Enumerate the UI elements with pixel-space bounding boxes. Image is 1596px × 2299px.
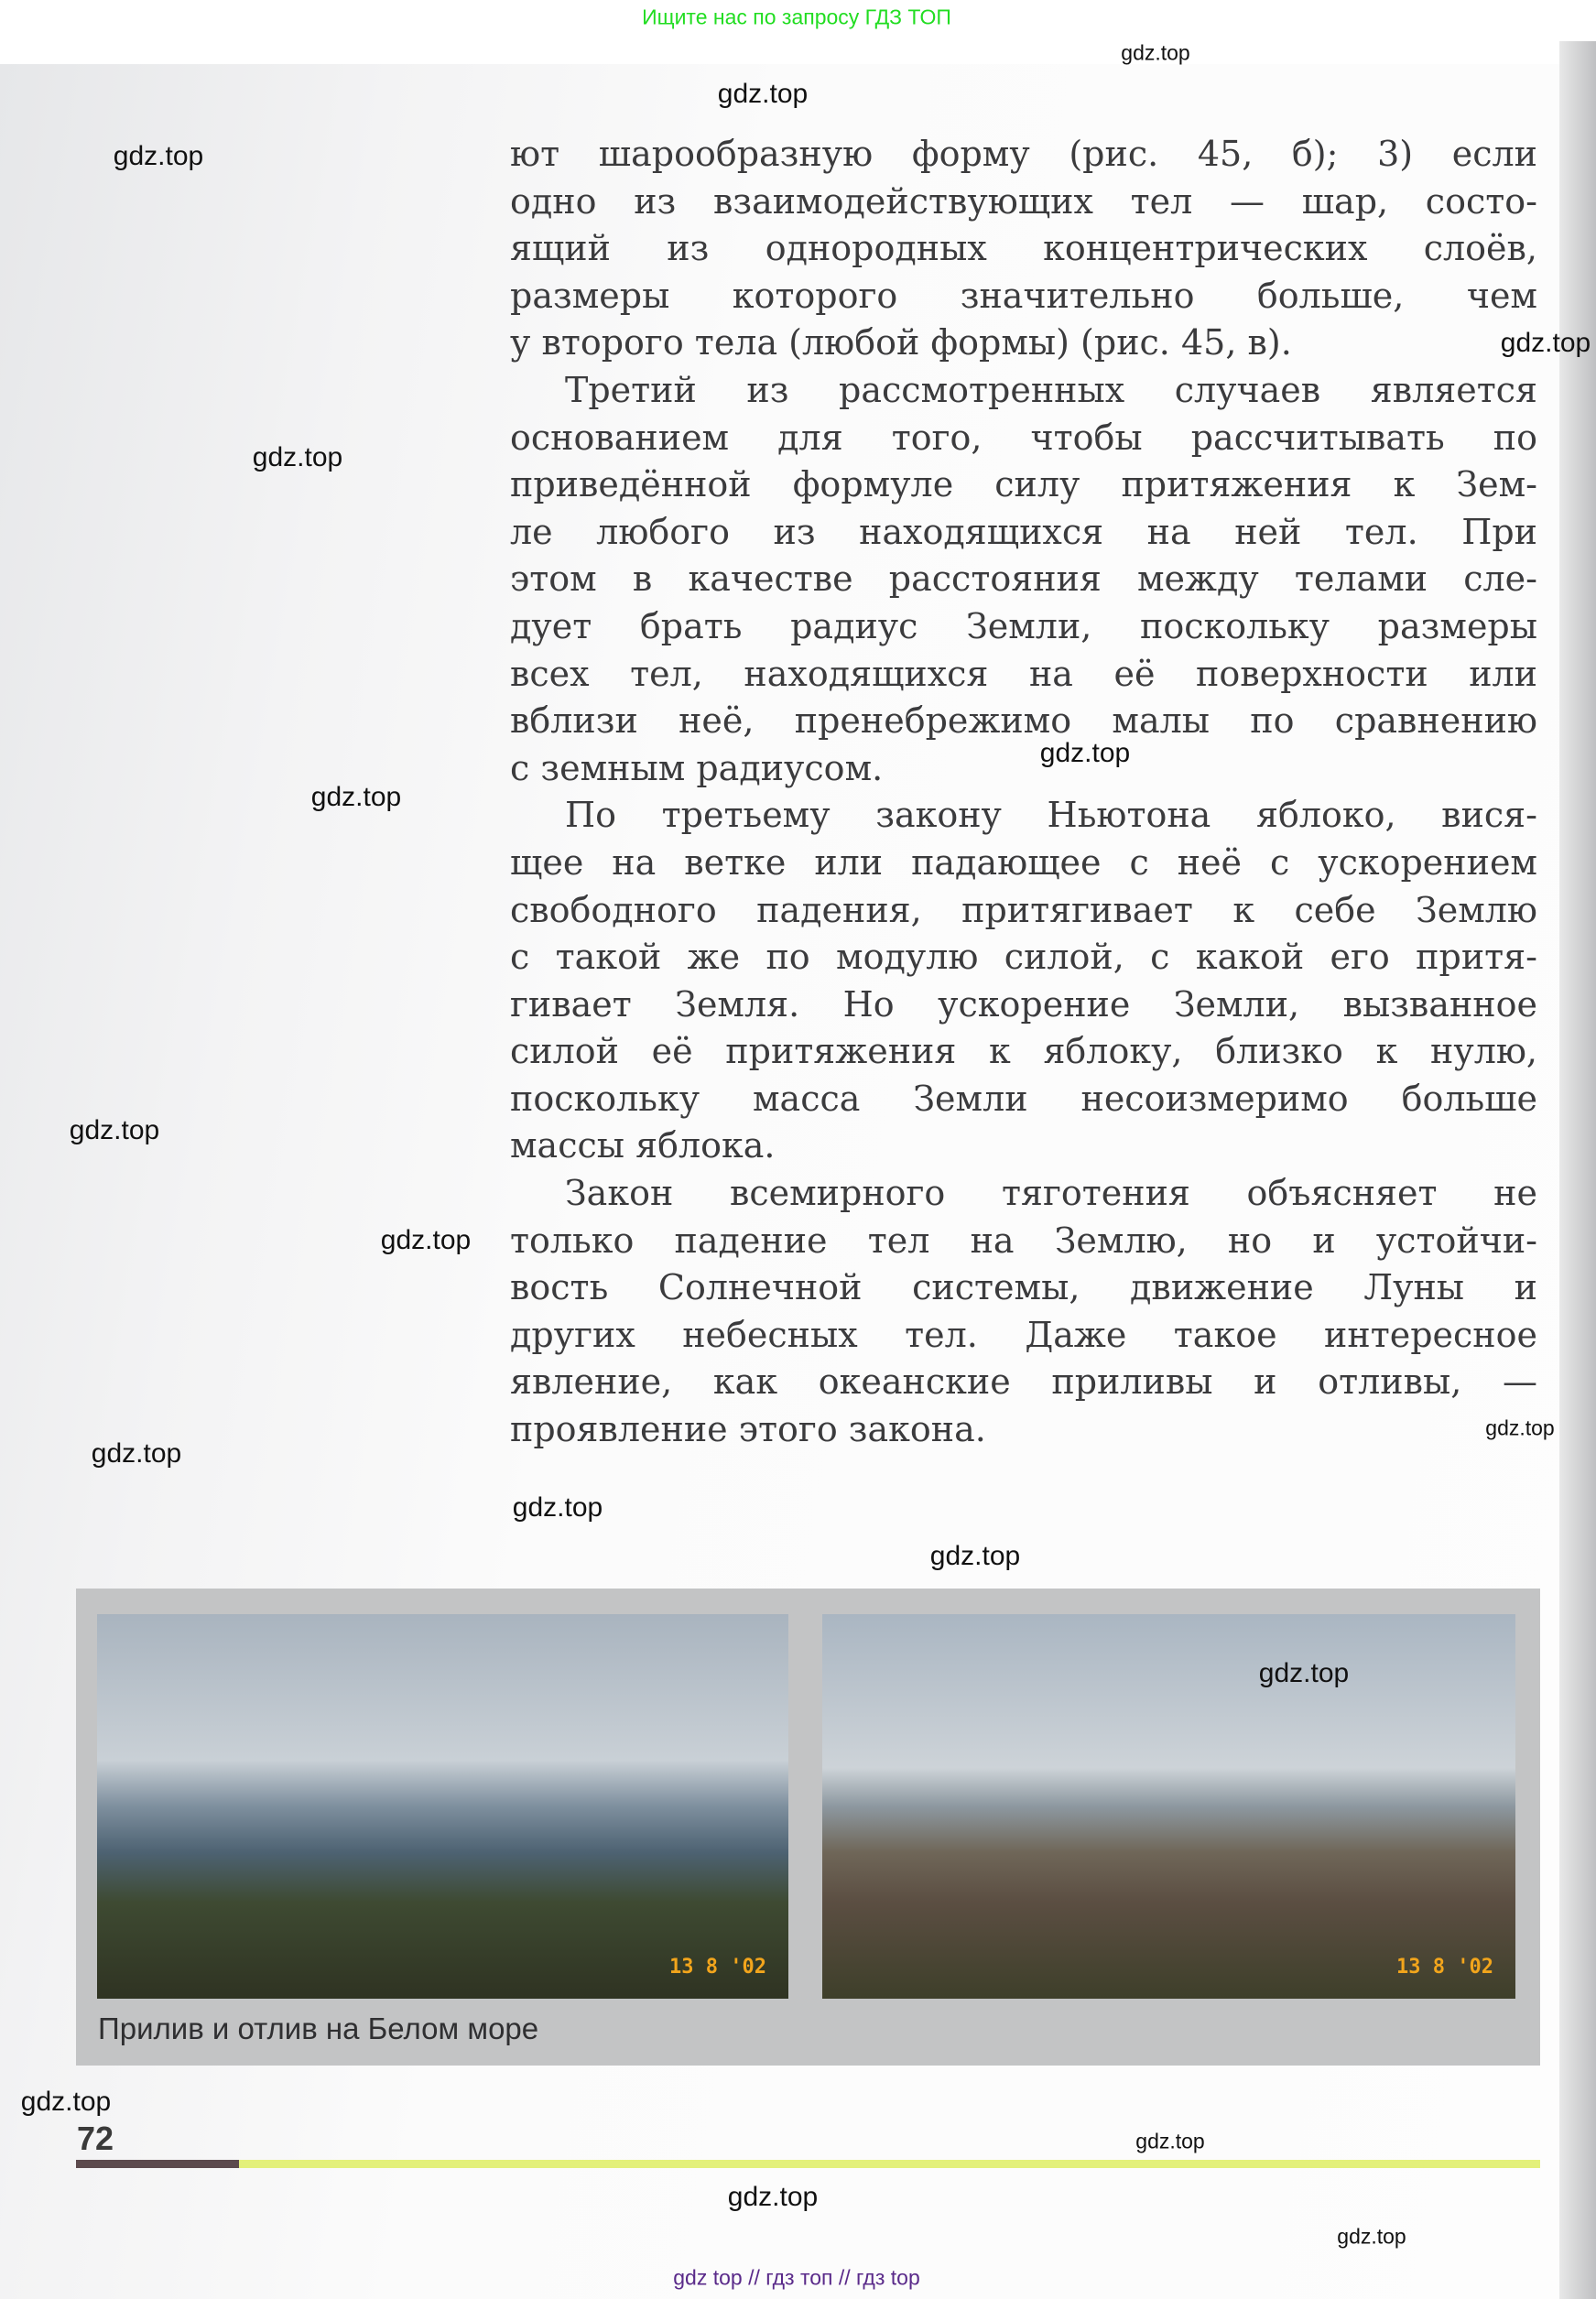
- watermark: gdz.top: [380, 1225, 472, 1255]
- text-line: свободного падения, притягивает к себе Землю: [510, 889, 1537, 930]
- watermark: gdz.top: [1039, 738, 1131, 768]
- text-line: размеры которого значительно больше, чем: [510, 275, 1537, 316]
- text-line: поскольку масса Земли несоизмеримо больше: [510, 1078, 1537, 1119]
- watermark: gdz.top: [1258, 1658, 1350, 1688]
- text-line: ле любого из находящихся на ней тел. При: [510, 511, 1537, 552]
- watermark: gdz.top: [310, 782, 402, 812]
- page-edge-shadow: [1559, 41, 1596, 2299]
- body-text: [510, 131, 1537, 1454]
- text-line: всех тел, находящихся на её поверхности или: [510, 653, 1537, 694]
- top-banner[interactable]: Ищите нас по запросу ГДЗ ТОП: [642, 5, 951, 29]
- text-line: По третьему закону Ньютона яблоко, вися-: [565, 795, 1537, 836]
- text-line: силой её притяжения к яблоку, близко к нулю,: [510, 1031, 1537, 1072]
- watermark: gdz.top: [252, 442, 343, 472]
- text-line: приведённой формуле силу притяжения к Зем-: [510, 464, 1537, 505]
- text-line: с земным радиусом.: [510, 747, 884, 788]
- watermark: gdz.top: [1121, 40, 1190, 65]
- text-line: с такой же по модулю силой, с какой его притя-: [510, 937, 1537, 978]
- text-line: проявление этого закона.: [510, 1409, 986, 1450]
- photo-date: 13 8 '02: [669, 1956, 766, 1979]
- watermark: gdz.top: [1500, 328, 1591, 358]
- watermark: gdz.top: [1485, 1415, 1555, 1440]
- watermark: gdz.top: [512, 1492, 603, 1523]
- watermark: gdz.top: [91, 1438, 182, 1469]
- watermark: gdz.top: [1135, 2129, 1205, 2153]
- text-line: вость Солнечной системы, движение Луны и: [510, 1267, 1537, 1308]
- text-line: Третий из рассмотренных случаев является: [565, 369, 1537, 410]
- page-number: 72: [77, 2120, 114, 2157]
- text-line: Закон всемирного тяготения объясняет не: [565, 1173, 1537, 1214]
- watermark: gdz.top: [1337, 2224, 1406, 2249]
- watermark: gdz.top: [69, 1115, 160, 1145]
- text-line: ют шарообразную форму (рис. 45, б); 3) если: [510, 134, 1537, 174]
- text-line: ящий из однородных концентрических слоёв,: [510, 228, 1537, 269]
- text-line: вблизи неё, пренебрежимо малы по сравнению: [510, 700, 1537, 742]
- watermark: gdz.top: [929, 1541, 1021, 1571]
- photo-date: 13 8 '02: [1396, 1956, 1493, 1979]
- photo-low-tide: [822, 1614, 1515, 1999]
- bottom-banner[interactable]: gdz top // гдз топ // гдз top: [673, 2265, 920, 2290]
- text-line: основанием для того, чтобы рассчитывать по: [510, 417, 1537, 458]
- photo-high-tide: [97, 1614, 788, 1999]
- text-line: этом в качестве расстояния между телами сле-: [510, 558, 1537, 600]
- watermark: gdz.top: [20, 2087, 112, 2117]
- watermark: gdz.top: [717, 79, 809, 109]
- footer-rule-accent: [76, 2160, 239, 2168]
- text-line: только падение тел на Землю, но и устойчи-: [510, 1220, 1537, 1261]
- text-line: щее на ветке или падающее с неё с ускорением: [510, 841, 1537, 883]
- text-line: одно из взаимодействующих тел — шар, состо-: [510, 180, 1537, 222]
- watermark: gdz.top: [113, 141, 204, 171]
- text-line: массы яблока.: [510, 1125, 776, 1166]
- text-line: явление, как океанские приливы и отливы, —: [510, 1361, 1537, 1403]
- figure-caption: Прилив и отлив на Белом море: [98, 2012, 539, 2045]
- footer-rule: [76, 2160, 1540, 2168]
- text-line: у второго тела (любой формы) (рис. 45, в).: [510, 322, 1292, 363]
- text-line: других небесных тел. Даже такое интересное: [510, 1314, 1537, 1355]
- watermark: gdz.top: [727, 2182, 819, 2212]
- text-line: дует брать радиус Земли, поскольку размеры: [510, 605, 1537, 646]
- text-line: гивает Земля. Но ускорение Земли, вызванное: [510, 983, 1537, 1025]
